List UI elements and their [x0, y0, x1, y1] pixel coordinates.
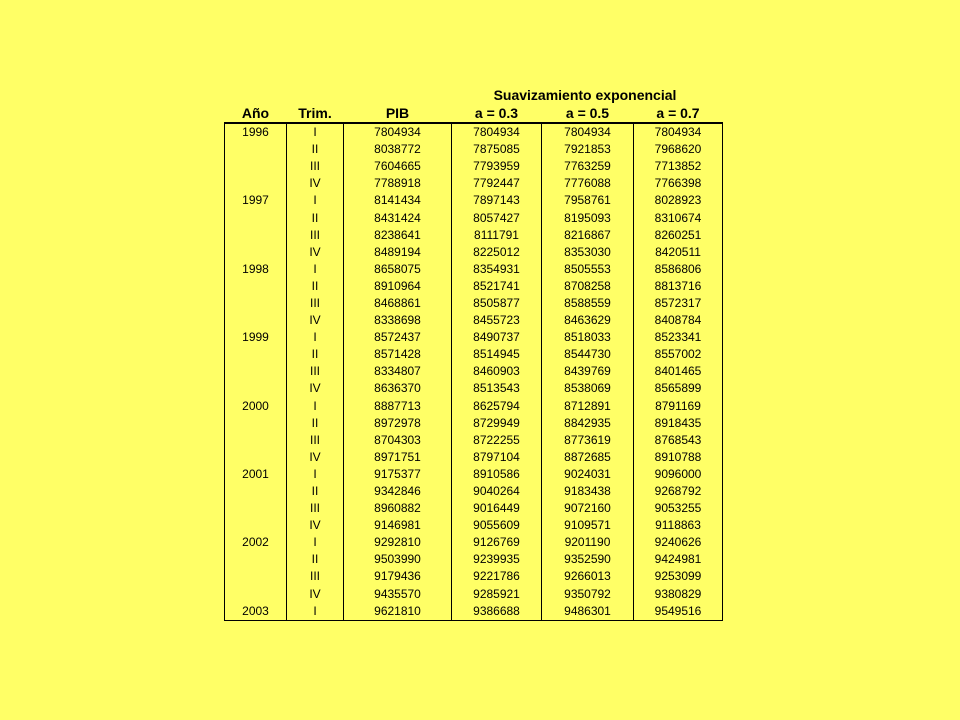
- pib-cell: 8489194: [344, 244, 452, 261]
- pib-cell: 9342846: [344, 483, 452, 500]
- smoothed-05-cell: 9486301: [542, 603, 634, 621]
- quarter-cell: III: [287, 227, 344, 244]
- smoothed-07-cell: 9240626: [634, 534, 723, 551]
- quarter-cell: I: [287, 261, 344, 278]
- year-cell: 2003: [225, 603, 287, 621]
- smoothed-03-cell: 7792447: [452, 175, 542, 192]
- year-cell: [225, 432, 287, 449]
- smoothed-07-cell: 8408784: [634, 312, 723, 329]
- quarter-cell: I: [287, 603, 344, 621]
- smoothed-07-cell: 9549516: [634, 603, 723, 621]
- smoothed-07-cell: 8557002: [634, 346, 723, 363]
- smoothed-05-cell: 8439769: [542, 363, 634, 380]
- smoothed-07-cell: 8028923: [634, 192, 723, 209]
- smoothed-05-cell: 8505553: [542, 261, 634, 278]
- pib-cell: 8910964: [344, 278, 452, 295]
- table-row: [225, 483, 723, 500]
- year-cell: 2002: [225, 534, 287, 551]
- smoothed-03-cell: 8490737: [452, 329, 542, 346]
- pib-cell: 8887713: [344, 398, 452, 415]
- smoothed-05-cell: 8712891: [542, 398, 634, 415]
- smoothed-05-cell: 9109571: [542, 517, 634, 534]
- year-cell: [225, 244, 287, 261]
- table-row: [225, 295, 723, 312]
- smoothed-03-cell: 8910586: [452, 466, 542, 483]
- smoothed-05-cell: 8353030: [542, 244, 634, 261]
- year-cell: [225, 141, 287, 158]
- table-row: [225, 449, 723, 466]
- table-row: [225, 175, 723, 192]
- year-cell: [225, 380, 287, 397]
- table-row: [225, 312, 723, 329]
- smoothed-03-cell: 8514945: [452, 346, 542, 363]
- smoothed-03-cell: 9239935: [452, 551, 542, 568]
- table-row: [225, 141, 723, 158]
- year-cell: 1997: [225, 192, 287, 209]
- quarter-cell: II: [287, 551, 344, 568]
- pib-cell: 9621810: [344, 603, 452, 621]
- smoothed-05-cell: 7804934: [542, 123, 634, 141]
- table-row: [225, 568, 723, 585]
- pib-cell: 8658075: [344, 261, 452, 278]
- smoothed-03-cell: 8111791: [452, 227, 542, 244]
- smoothed-07-cell: 9118863: [634, 517, 723, 534]
- smoothed-03-cell: 7875085: [452, 141, 542, 158]
- table-row: [225, 534, 723, 551]
- pib-cell: 8238641: [344, 227, 452, 244]
- smoothed-07-cell: 9424981: [634, 551, 723, 568]
- smoothed-05-cell: 9266013: [542, 568, 634, 585]
- smoothed-03-cell: 8513543: [452, 380, 542, 397]
- year-cell: [225, 551, 287, 568]
- smoothed-07-cell: 7804934: [634, 123, 723, 141]
- column-header-alpha-07: a = 0.7: [634, 104, 723, 123]
- pib-cell: 8468861: [344, 295, 452, 312]
- pib-cell: 8038772: [344, 141, 452, 158]
- smoothed-05-cell: 9024031: [542, 466, 634, 483]
- year-cell: [225, 312, 287, 329]
- table-row: [225, 261, 723, 278]
- table-row: [225, 227, 723, 244]
- table-row: [225, 123, 723, 141]
- quarter-cell: II: [287, 483, 344, 500]
- quarter-cell: I: [287, 192, 344, 209]
- table-row: [225, 432, 723, 449]
- smoothed-07-cell: 9268792: [634, 483, 723, 500]
- smoothed-07-cell: 8586806: [634, 261, 723, 278]
- quarter-cell: II: [287, 346, 344, 363]
- year-cell: [225, 227, 287, 244]
- quarter-cell: III: [287, 500, 344, 517]
- smoothed-07-cell: 8310674: [634, 209, 723, 226]
- quarter-cell: III: [287, 295, 344, 312]
- quarter-cell: II: [287, 209, 344, 226]
- pib-cell: 7604665: [344, 158, 452, 175]
- table-row: [225, 603, 723, 621]
- smoothed-05-cell: 8538069: [542, 380, 634, 397]
- column-header-year: Año: [225, 104, 287, 123]
- table-row: [225, 586, 723, 603]
- smoothed-05-cell: 8518033: [542, 329, 634, 346]
- smoothed-03-cell: 8354931: [452, 261, 542, 278]
- smoothed-05-cell: 8872685: [542, 449, 634, 466]
- table-body: [225, 123, 723, 620]
- pib-cell: 9292810: [344, 534, 452, 551]
- table-row: [225, 192, 723, 209]
- smoothed-03-cell: 7897143: [452, 192, 542, 209]
- smoothed-03-cell: 9285921: [452, 586, 542, 603]
- smoothed-03-cell: 9016449: [452, 500, 542, 517]
- year-cell: [225, 568, 287, 585]
- smoothed-07-cell: 8918435: [634, 415, 723, 432]
- table-row: [225, 244, 723, 261]
- quarter-cell: I: [287, 398, 344, 415]
- smoothed-05-cell: 8195093: [542, 209, 634, 226]
- year-cell: [225, 483, 287, 500]
- column-header-quarter: Trim.: [287, 104, 344, 123]
- table-row: [225, 158, 723, 175]
- quarter-cell: I: [287, 123, 344, 141]
- smoothed-03-cell: 9126769: [452, 534, 542, 551]
- smoothed-07-cell: 8420511: [634, 244, 723, 261]
- pib-cell: 8431424: [344, 209, 452, 226]
- quarter-cell: III: [287, 363, 344, 380]
- year-cell: 1998: [225, 261, 287, 278]
- pib-cell: 9146981: [344, 517, 452, 534]
- table-row: [225, 415, 723, 432]
- smoothed-07-cell: 7713852: [634, 158, 723, 175]
- smoothed-05-cell: 7958761: [542, 192, 634, 209]
- year-cell: [225, 295, 287, 312]
- smoothed-03-cell: 8625794: [452, 398, 542, 415]
- table-row: [225, 551, 723, 568]
- smoothed-03-cell: 9221786: [452, 568, 542, 585]
- quarter-cell: I: [287, 329, 344, 346]
- quarter-cell: IV: [287, 449, 344, 466]
- year-cell: [225, 278, 287, 295]
- year-cell: [225, 209, 287, 226]
- table-row: [225, 500, 723, 517]
- quarter-cell: IV: [287, 586, 344, 603]
- smoothed-03-cell: 8729949: [452, 415, 542, 432]
- pib-cell: 9179436: [344, 568, 452, 585]
- column-header-pib: PIB: [344, 104, 452, 123]
- quarter-cell: IV: [287, 175, 344, 192]
- smoothed-07-cell: 8768543: [634, 432, 723, 449]
- table-row: [225, 329, 723, 346]
- year-cell: [225, 517, 287, 534]
- pib-cell: 8141434: [344, 192, 452, 209]
- year-cell: [225, 415, 287, 432]
- year-cell: [225, 500, 287, 517]
- smoothed-03-cell: 8521741: [452, 278, 542, 295]
- table-row: [225, 346, 723, 363]
- pib-cell: 8971751: [344, 449, 452, 466]
- smoothed-05-cell: 9352590: [542, 551, 634, 568]
- smoothed-03-cell: 8722255: [452, 432, 542, 449]
- quarter-cell: IV: [287, 244, 344, 261]
- quarter-cell: II: [287, 278, 344, 295]
- quarter-cell: IV: [287, 380, 344, 397]
- pib-cell: 8704303: [344, 432, 452, 449]
- smoothed-07-cell: 7968620: [634, 141, 723, 158]
- year-cell: [225, 363, 287, 380]
- smoothed-07-cell: 8565899: [634, 380, 723, 397]
- smoothed-05-cell: 8544730: [542, 346, 634, 363]
- pib-cell: 8572437: [344, 329, 452, 346]
- year-cell: 2000: [225, 398, 287, 415]
- year-cell: [225, 158, 287, 175]
- quarter-cell: III: [287, 158, 344, 175]
- quarter-cell: III: [287, 432, 344, 449]
- smoothed-05-cell: 9072160: [542, 500, 634, 517]
- table-header-row: [225, 104, 723, 123]
- pib-cell: 8960882: [344, 500, 452, 517]
- quarter-cell: I: [287, 534, 344, 551]
- smoothed-05-cell: 7776088: [542, 175, 634, 192]
- smoothed-05-cell: 8842935: [542, 415, 634, 432]
- year-cell: [225, 346, 287, 363]
- table-row: [225, 517, 723, 534]
- smoothed-05-cell: 8588559: [542, 295, 634, 312]
- smoothed-03-cell: 7793959: [452, 158, 542, 175]
- year-cell: [225, 449, 287, 466]
- pib-cell: 9435570: [344, 586, 452, 603]
- smoothed-07-cell: 7766398: [634, 175, 723, 192]
- pib-cell: 9175377: [344, 466, 452, 483]
- smoothed-03-cell: 8455723: [452, 312, 542, 329]
- table-row: [225, 398, 723, 415]
- year-cell: 1999: [225, 329, 287, 346]
- smoothed-07-cell: 9053255: [634, 500, 723, 517]
- smoothed-07-cell: 8791169: [634, 398, 723, 415]
- smoothed-07-cell: 8260251: [634, 227, 723, 244]
- year-cell: 1996: [225, 123, 287, 141]
- quarter-cell: III: [287, 568, 344, 585]
- year-cell: [225, 586, 287, 603]
- quarter-cell: IV: [287, 517, 344, 534]
- quarter-cell: I: [287, 466, 344, 483]
- smoothed-07-cell: 9380829: [634, 586, 723, 603]
- smoothed-07-cell: 9096000: [634, 466, 723, 483]
- smoothed-05-cell: 9350792: [542, 586, 634, 603]
- column-header-alpha-03: a = 0.3: [452, 104, 542, 123]
- smoothed-05-cell: 8708258: [542, 278, 634, 295]
- pib-cell: 8972978: [344, 415, 452, 432]
- smoothed-05-cell: 8463629: [542, 312, 634, 329]
- smoothed-03-cell: 9040264: [452, 483, 542, 500]
- smoothed-07-cell: 8572317: [634, 295, 723, 312]
- table-row: [225, 466, 723, 483]
- smoothed-05-cell: 9183438: [542, 483, 634, 500]
- smoothed-07-cell: 9253099: [634, 568, 723, 585]
- smoothed-05-cell: 8773619: [542, 432, 634, 449]
- year-cell: 2001: [225, 466, 287, 483]
- year-cell: [225, 175, 287, 192]
- quarter-cell: IV: [287, 312, 344, 329]
- smoothed-03-cell: 8057427: [452, 209, 542, 226]
- smoothed-03-cell: 9055609: [452, 517, 542, 534]
- pib-cell: 9503990: [344, 551, 452, 568]
- smoothing-group-header: Suavizamiento exponencial: [493, 87, 677, 103]
- smoothed-05-cell: 9201190: [542, 534, 634, 551]
- pib-cell: 8338698: [344, 312, 452, 329]
- smoothed-05-cell: 8216867: [542, 227, 634, 244]
- smoothed-07-cell: 8401465: [634, 363, 723, 380]
- gdp-smoothing-table: [224, 104, 723, 621]
- quarter-cell: II: [287, 415, 344, 432]
- smoothed-03-cell: 8460903: [452, 363, 542, 380]
- column-header-alpha-05: a = 0.5: [542, 104, 634, 123]
- smoothed-07-cell: 8813716: [634, 278, 723, 295]
- smoothed-03-cell: 8505877: [452, 295, 542, 312]
- table-row: [225, 380, 723, 397]
- pib-cell: 7788918: [344, 175, 452, 192]
- smoothed-03-cell: 7804934: [452, 123, 542, 141]
- pib-cell: 8636370: [344, 380, 452, 397]
- smoothed-03-cell: 8797104: [452, 449, 542, 466]
- pib-cell: 8571428: [344, 346, 452, 363]
- table-row: [225, 209, 723, 226]
- smoothed-07-cell: 8910788: [634, 449, 723, 466]
- smoothed-03-cell: 9386688: [452, 603, 542, 621]
- smoothed-05-cell: 7921853: [542, 141, 634, 158]
- pib-cell: 7804934: [344, 123, 452, 141]
- table-row: [225, 278, 723, 295]
- pib-cell: 8334807: [344, 363, 452, 380]
- quarter-cell: II: [287, 141, 344, 158]
- table-row: [225, 363, 723, 380]
- smoothed-07-cell: 8523341: [634, 329, 723, 346]
- smoothed-05-cell: 7763259: [542, 158, 634, 175]
- smoothed-03-cell: 8225012: [452, 244, 542, 261]
